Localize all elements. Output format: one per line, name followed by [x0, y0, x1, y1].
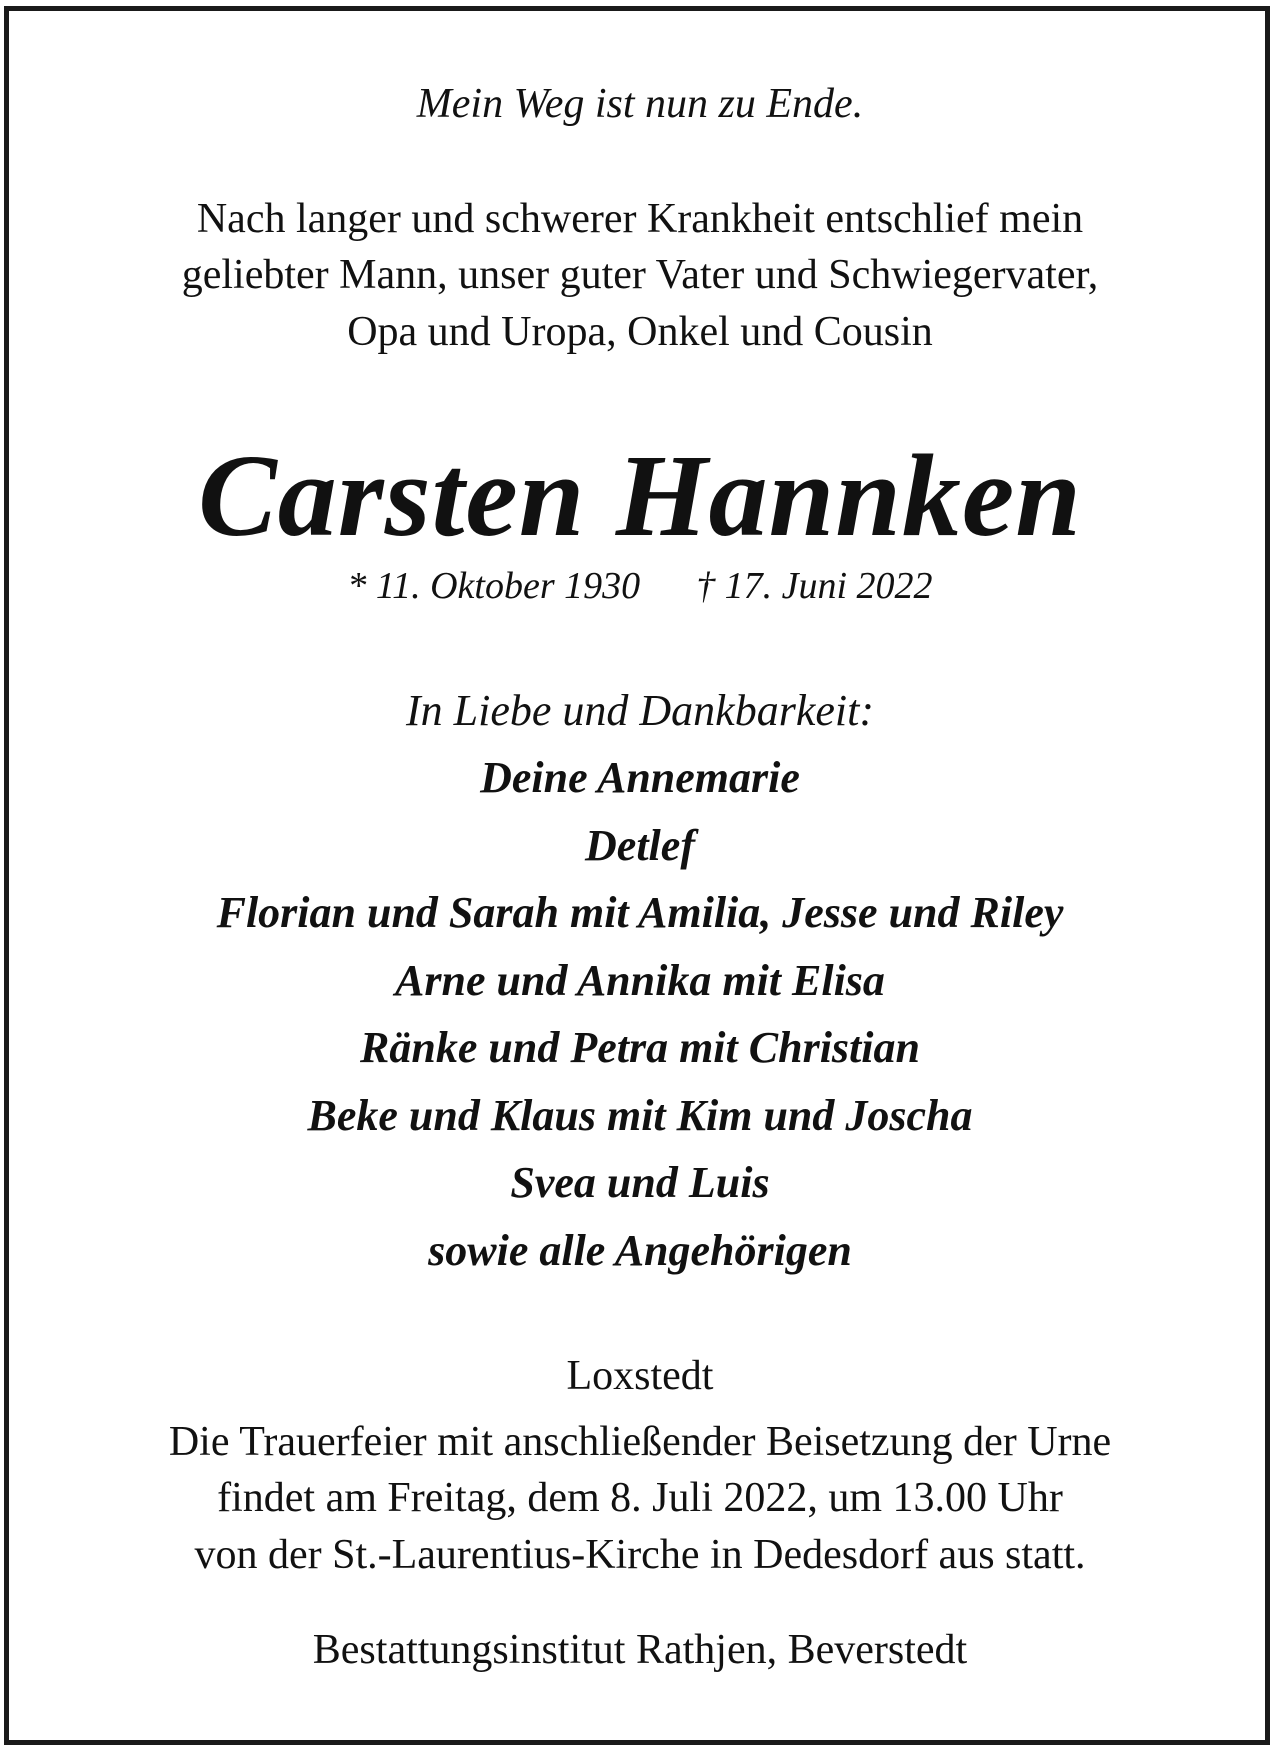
- life-dates: [0, 564, 1280, 608]
- birth-date: * 11. Oktober 1930: [347, 565, 641, 607]
- mourner-line: Detlef: [585, 821, 695, 870]
- place: Loxstedt: [566, 1353, 714, 1399]
- mourner-line: sowie alle Angehörigen: [428, 1226, 852, 1275]
- mourner-line: Arne und Annika mit Elisa: [395, 956, 885, 1005]
- mourner-line: Deine Annemarie: [480, 753, 800, 802]
- undertaker: Bestattungsinstitut Rathjen, Beverstedt: [312, 1627, 968, 1673]
- mourner-line: Beke und Klaus mit Kim und Joscha: [307, 1091, 973, 1140]
- dedication: In Liebe und Dankbarkeit:: [406, 686, 874, 735]
- funeral-line-1: Die Trauerfeier mit anschließender Beisetzung der Urne: [168, 1419, 1112, 1465]
- funeral-line-3: von der St.-Laurentius-Kirche in Dedesdorf aus statt.: [194, 1532, 1086, 1578]
- motto: Mein Weg ist nun zu Ende.: [416, 81, 864, 127]
- mourner-line: Svea und Luis: [510, 1158, 770, 1207]
- intro-line-3: Opa und Uropa, Onkel und Cousin: [347, 309, 933, 355]
- intro-line-2: geliebter Mann, unser guter Vater und Schwiegervater,: [181, 252, 1099, 298]
- funeral-line-2: findet am Freitag, dem 8. Juli 2022, um 13.00 Uhr: [217, 1475, 1063, 1521]
- death-date: † 17. Juni 2022: [696, 565, 933, 607]
- mourner-line: Ränke und Petra mit Christian: [360, 1023, 920, 1072]
- intro-line-1: Nach langer und schwerer Krankheit entschlief mein: [196, 196, 1084, 242]
- mourner-line: Florian und Sarah mit Amilia, Jesse und Riley: [216, 888, 1064, 937]
- deceased-name: Carsten Hannken: [198, 430, 1082, 561]
